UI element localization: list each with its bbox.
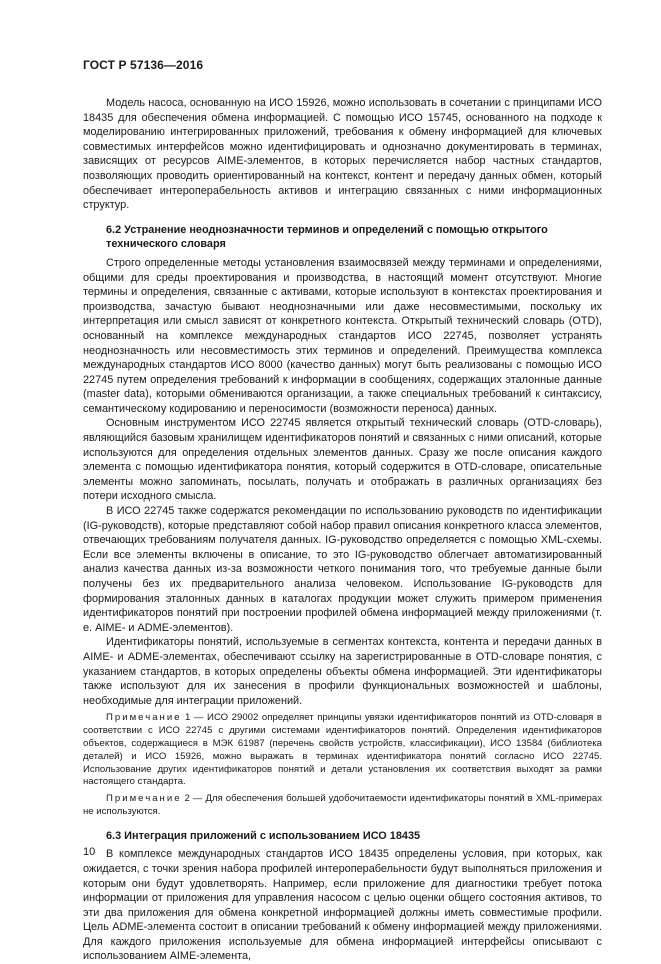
paragraph: Идентификаторы понятий, используемые в сегментах контекста, контента и передачи данных в AIME- и ADME-элементах, обеспечивают ссылку на зарегистрированные в OTD-словаре понятия, с указанием стандартов, в которых определены объекты обмена информацией. Эти идентификаторы также используют для их занесения в профили функциональных возможностей и шаблоны, необходимые для интеграции приложений. [83,636,602,707]
intro-paragraph: Модель насоса, основанную на ИСО 15926, можно использовать в сочетании с принципами ИСО 18435 для обеспечения обмена информацией. С помощью ИСО 15745, основанного на подходе к моделированию интегрированных приложений, требования к обмену информацией для ключевых совместимых интерфейсов можно идентифицировать и однозначно документировать в терминах, зависящих от ресурсов AIME-элементов, в которых перечисляется набор частных стандартов, позволяющих проводить ориентированный на контекст, контент и передачу данных обмен, который обеспечивает интероперабельность активов и интеграцию связанных с ними информационных структур. [83,97,602,212]
section-6-2-heading: 6.2 Устранение неоднозначности терминов и определений с помощью открытого технического словаря [106,223,548,251]
note-label: Примечание [106,793,182,805]
paragraph: В комплексе международных стандартов ИСО 18435 определены условия, при которых, как ожидается, с точки зрения набора профилей интероперабельности будут выполняться приложения и которым они будут удовлетворять. Например, если приложение для диагностики требует потока информации от приложения для управления насосом с целью оценки общего состояния активов, то эти два приложения для обмена конкретной информацией должны иметь совместимые профили. Цель ADME-элемента состоит в описании требований к обмену информацией между приложениями. Для каждого приложения используемые для обмена информацией интерфейсы описывают с использованием AIME-элемента, [83,848,602,963]
note-text: 1 — ИСО 29002 определяет принципы увязки идентификаторов понятий из OTD-словаря в соответствии с ИСО 22745 с другими системами идентификаторов понятий. Определения идентификаторов объектов, содержащиеся в МЭК 61987 (перечень свойств устройств, классификации), ИСО 13584 (библиотека деталей) и ИСО 15926, можно выражать в терминах идентификатора понятий согласно ИСО 22745. Использование других идентификаторов понятий и детали установления их соответствия выходят за рамки настоящего стандарта. [83,712,602,788]
page-number: 10 [83,846,96,858]
section-6-3-heading: 6.3 Интеграция приложений с использованием ИСО 18435 [106,829,421,842]
paragraph: Строго определенные методы установления взаимосвязей между терминами и определениями, общими для среды проектирования и производства, в настоящий момент отсутствуют. Многие термины и определения, связанные с активами, которые используют в контекстах проектирования и производства, зачастую бывают неоднозначными или даже несовместимыми, поскольку их интерпретация или смысл зависят от конкретного контекста. Открытый технический словарь (OTD), основанный на комплексе международных стандартов ИСО 22745, позволяет устранять неоднозначность или несовместимость этих терминов и определений. Преимущества комплекса международных стандартов ИСО 8000 (качество данных) могут быть реализованы с помощью ИСО 22745 путем определения требований к информации в сообщениях, содержащих эталонные данные (master data), которыми обмениваются организации, а также специальных требований к синтаксису, семантическому кодированию и переносимости (возможности переноса) данных. [83,256,602,415]
document-header: ГОСТ Р 57136—2016 [83,58,204,72]
note-2 [83,793,602,819]
note-label: Примечание [106,712,182,724]
paragraph: В ИСО 22745 также содержатся рекомендации по использованию руководств по идентификации (IG-руководств), которые представляют собой набор правил описания конкретного класса элементов, отвечающих требованиям получателя данных. IG-руководство определяется с помощью XML-схемы. Если все элементы включены в описание, то это IG-руководство облегчает автоматизированный анализ качества данных из-за возможности четкого понимания того, что требуемые данные были получены без их предварительного анализа человеком. Использование IG-руководств для формирования эталонных данных в каталогах продукции может служить примером применения идентификаторов понятий при построении профилей обмена информацией между приложениями (т. е. AIME- и ADME-элементов). [83,505,602,634]
note-1 [83,712,602,789]
note-text: 2 — Для обеспечения большей удобочитаемости идентификаторы понятий в XML-примерах не используются. [83,793,602,817]
paragraph: Основным инструментом ИСО 22745 является открытый технический словарь (OTD-словарь), являющийся базовым хранилищем идентификаторов понятий и связанных с ними описаний, которые используются для определения отдельных элементов данных. Сразу же после описания каждого элемента с помощью идентификатора понятия, который содержится в OTD-словаре, описательные элементы можно запоминать, посылать, получать и отображать в различных организациях без потери исходного смысла. [83,417,602,503]
page-content [83,96,602,964]
